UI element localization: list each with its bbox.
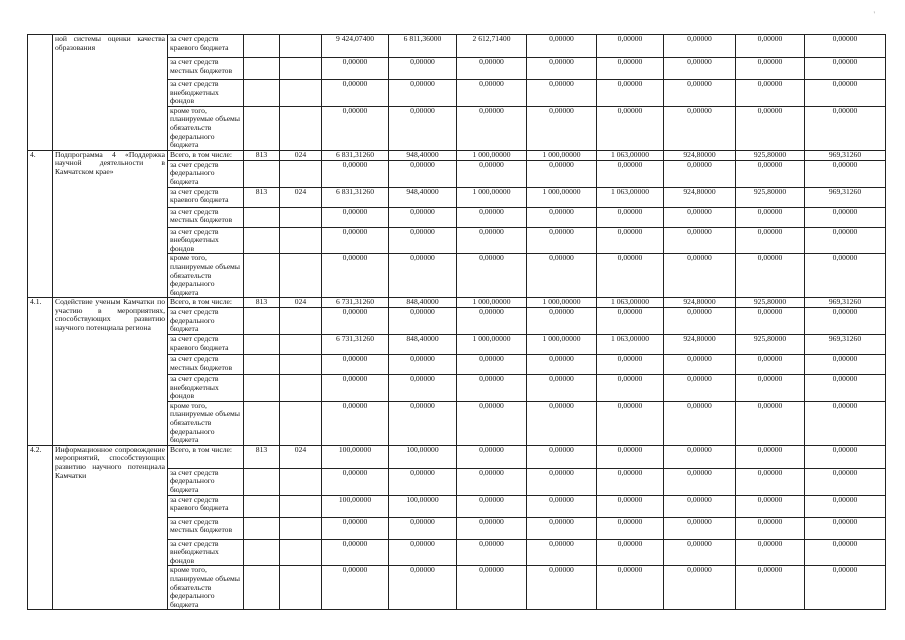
amount-cell: 0,00000 bbox=[736, 517, 805, 539]
table-row bbox=[28, 298, 886, 308]
grbs-code bbox=[244, 80, 280, 107]
amount-cell: 100,00000 bbox=[389, 445, 457, 468]
funding-source: кроме того, планируемые объемы обязательств федерального бюджета bbox=[168, 106, 244, 150]
section-code bbox=[280, 160, 322, 187]
amount-cell: 0,00000 bbox=[805, 160, 886, 187]
amount-cell: 0,00000 bbox=[527, 227, 597, 254]
item-name: Подпрограмма 4 «Поддержка научной деятельности в Камчатском крае» bbox=[53, 150, 168, 298]
amount-cell: 0,00000 bbox=[664, 355, 736, 375]
amount-cell: 0,00000 bbox=[527, 308, 597, 335]
amount-cell: 0,00000 bbox=[736, 566, 805, 610]
item-number: 4.1. bbox=[28, 298, 53, 446]
amount-cell: 9 424,07400 bbox=[322, 35, 389, 58]
amount-cell: 0,00000 bbox=[322, 401, 389, 445]
amount-cell: 0,00000 bbox=[527, 401, 597, 445]
amount-cell: 6 831,31260 bbox=[322, 150, 389, 160]
amount-cell: 1 063,00000 bbox=[597, 187, 664, 207]
amount-cell: 0,00000 bbox=[457, 517, 527, 539]
amount-cell: 0,00000 bbox=[597, 566, 664, 610]
amount-cell: 0,00000 bbox=[805, 401, 886, 445]
funding-source: за счет средств внебюджетных фондов bbox=[168, 80, 244, 107]
amount-cell: 848,40000 bbox=[389, 335, 457, 355]
amount-cell: 0,00000 bbox=[664, 517, 736, 539]
amount-cell: 0,00000 bbox=[736, 445, 805, 468]
amount-cell: 0,00000 bbox=[527, 207, 597, 227]
amount-cell: 0,00000 bbox=[527, 517, 597, 539]
amount-cell: 0,00000 bbox=[664, 106, 736, 150]
amount-cell: 0,00000 bbox=[736, 227, 805, 254]
amount-cell: 0,00000 bbox=[457, 254, 527, 298]
amount-cell: 0,00000 bbox=[322, 80, 389, 107]
funding-source: за счет средств местных бюджетов bbox=[168, 58, 244, 80]
amount-cell: 0,00000 bbox=[389, 254, 457, 298]
funding-source: за счет средств внебюджетных фондов bbox=[168, 539, 244, 566]
table-row bbox=[28, 445, 886, 468]
amount-cell: 0,00000 bbox=[389, 308, 457, 335]
amount-cell: 0,00000 bbox=[805, 539, 886, 566]
table-row bbox=[28, 35, 886, 58]
amount-cell: 0,00000 bbox=[736, 254, 805, 298]
amount-cell: 0,00000 bbox=[389, 58, 457, 80]
section-code: 024 bbox=[280, 150, 322, 160]
amount-cell: 0,00000 bbox=[664, 401, 736, 445]
amount-cell: 0,00000 bbox=[664, 254, 736, 298]
amount-cell: 0,00000 bbox=[597, 401, 664, 445]
amount-cell: 0,00000 bbox=[736, 375, 805, 402]
amount-cell: 0,00000 bbox=[322, 227, 389, 254]
amount-cell: 0,00000 bbox=[457, 468, 527, 495]
amount-cell: 1 000,00000 bbox=[527, 335, 597, 355]
amount-cell: 0,00000 bbox=[805, 308, 886, 335]
section-code bbox=[280, 517, 322, 539]
section-code bbox=[280, 254, 322, 298]
amount-cell: 1 000,00000 bbox=[527, 150, 597, 160]
section-code bbox=[280, 80, 322, 107]
amount-cell: 0,00000 bbox=[457, 308, 527, 335]
amount-cell: 0,00000 bbox=[805, 106, 886, 150]
amount-cell: 0,00000 bbox=[457, 566, 527, 610]
amount-cell: 0,00000 bbox=[322, 254, 389, 298]
amount-cell: 0,00000 bbox=[457, 58, 527, 80]
section-code bbox=[280, 335, 322, 355]
amount-cell: 0,00000 bbox=[527, 495, 597, 517]
amount-cell: 0,00000 bbox=[389, 566, 457, 610]
amount-cell: 0,00000 bbox=[597, 160, 664, 187]
amount-cell: 0,00000 bbox=[322, 160, 389, 187]
amount-cell: 0,00000 bbox=[736, 401, 805, 445]
section-code bbox=[280, 495, 322, 517]
amount-cell: 0,00000 bbox=[527, 106, 597, 150]
amount-cell: 0,00000 bbox=[527, 35, 597, 58]
amount-cell: 0,00000 bbox=[805, 80, 886, 107]
section-code bbox=[280, 566, 322, 610]
grbs-code bbox=[244, 207, 280, 227]
amount-cell: 0,00000 bbox=[664, 227, 736, 254]
funding-source: за счет средств федерального бюджета bbox=[168, 468, 244, 495]
amount-cell: 0,00000 bbox=[322, 207, 389, 227]
amount-cell: 924,80000 bbox=[664, 298, 736, 308]
amount-cell: 0,00000 bbox=[805, 207, 886, 227]
section-code bbox=[280, 375, 322, 402]
funding-source: за счет средств краевого бюджета bbox=[168, 187, 244, 207]
funding-source: Всего, в том числе: bbox=[168, 445, 244, 468]
amount-cell: 0,00000 bbox=[736, 468, 805, 495]
grbs-code bbox=[244, 566, 280, 610]
amount-cell: 924,80000 bbox=[664, 335, 736, 355]
amount-cell: 0,00000 bbox=[805, 375, 886, 402]
amount-cell: 0,00000 bbox=[805, 517, 886, 539]
grbs-code bbox=[244, 254, 280, 298]
amount-cell: 0,00000 bbox=[322, 106, 389, 150]
amount-cell: 0,00000 bbox=[389, 80, 457, 107]
funding-source: кроме того, планируемые объемы обязательств федерального бюджета bbox=[168, 401, 244, 445]
amount-cell: 0,00000 bbox=[527, 539, 597, 566]
funding-source: за счет средств местных бюджетов bbox=[168, 517, 244, 539]
grbs-code bbox=[244, 335, 280, 355]
amount-cell: 0,00000 bbox=[322, 375, 389, 402]
item-name: Информационное сопровождение мероприятий, способствующих развитию научного потенциала Камчатки bbox=[53, 445, 168, 610]
amount-cell: 0,00000 bbox=[597, 106, 664, 150]
item-number: 4.2. bbox=[28, 445, 53, 610]
grbs-code bbox=[244, 227, 280, 254]
grbs-code bbox=[244, 517, 280, 539]
funding-source: за счет средств внебюджетных фондов bbox=[168, 375, 244, 402]
amount-cell: 0,00000 bbox=[736, 58, 805, 80]
funding-source: за счет средств местных бюджетов bbox=[168, 207, 244, 227]
amount-cell: 0,00000 bbox=[597, 227, 664, 254]
amount-cell: 0,00000 bbox=[597, 58, 664, 80]
section-code bbox=[280, 58, 322, 80]
amount-cell: 0,00000 bbox=[457, 445, 527, 468]
amount-cell: 0,00000 bbox=[664, 207, 736, 227]
amount-cell: 0,00000 bbox=[457, 495, 527, 517]
amount-cell: 1 000,00000 bbox=[457, 298, 527, 308]
amount-cell: 1 000,00000 bbox=[527, 298, 597, 308]
amount-cell: 0,00000 bbox=[597, 207, 664, 227]
amount-cell: 0,00000 bbox=[736, 539, 805, 566]
amount-cell: 0,00000 bbox=[597, 355, 664, 375]
amount-cell: 0,00000 bbox=[664, 566, 736, 610]
amount-cell: 0,00000 bbox=[322, 468, 389, 495]
amount-cell: 0,00000 bbox=[597, 539, 664, 566]
amount-cell: 0,00000 bbox=[457, 539, 527, 566]
amount-cell: 0,00000 bbox=[457, 227, 527, 254]
amount-cell: 924,80000 bbox=[664, 150, 736, 160]
amount-cell: 848,40000 bbox=[389, 298, 457, 308]
amount-cell: 2 612,71400 bbox=[457, 35, 527, 58]
amount-cell: 925,80000 bbox=[736, 335, 805, 355]
amount-cell: 0,00000 bbox=[457, 160, 527, 187]
amount-cell: 0,00000 bbox=[664, 160, 736, 187]
funding-source: кроме того, планируемые объемы обязательств федерального бюджета bbox=[168, 254, 244, 298]
amount-cell: 1 000,00000 bbox=[457, 150, 527, 160]
amount-cell: 0,00000 bbox=[389, 375, 457, 402]
amount-cell: 0,00000 bbox=[736, 308, 805, 335]
funding-source: за счет средств федерального бюджета bbox=[168, 160, 244, 187]
grbs-code bbox=[244, 495, 280, 517]
amount-cell: 0,00000 bbox=[389, 539, 457, 566]
amount-cell: 0,00000 bbox=[389, 227, 457, 254]
amount-cell: 0,00000 bbox=[322, 308, 389, 335]
grbs-code bbox=[244, 58, 280, 80]
amount-cell: 0,00000 bbox=[527, 80, 597, 107]
amount-cell: 0,00000 bbox=[597, 468, 664, 495]
amount-cell: 0,00000 bbox=[527, 468, 597, 495]
amount-cell: 0,00000 bbox=[805, 566, 886, 610]
grbs-code bbox=[244, 106, 280, 150]
amount-cell: 0,00000 bbox=[805, 468, 886, 495]
amount-cell: 925,80000 bbox=[736, 150, 805, 160]
amount-cell: 100,00000 bbox=[322, 495, 389, 517]
amount-cell: 0,00000 bbox=[597, 308, 664, 335]
amount-cell: 1 000,00000 bbox=[527, 187, 597, 207]
grbs-code bbox=[244, 355, 280, 375]
amount-cell: 924,80000 bbox=[664, 187, 736, 207]
amount-cell: 0,00000 bbox=[597, 375, 664, 402]
amount-cell: 0,00000 bbox=[527, 58, 597, 80]
section-code bbox=[280, 106, 322, 150]
section-code: 024 bbox=[280, 445, 322, 468]
grbs-code bbox=[244, 401, 280, 445]
amount-cell: 0,00000 bbox=[805, 254, 886, 298]
amount-cell: 0,00000 bbox=[736, 207, 805, 227]
section-code bbox=[280, 308, 322, 335]
amount-cell: 0,00000 bbox=[664, 80, 736, 107]
amount-cell: 969,31260 bbox=[805, 335, 886, 355]
amount-cell: 0,00000 bbox=[457, 401, 527, 445]
amount-cell: 6 731,31260 bbox=[322, 298, 389, 308]
amount-cell: 1 000,00000 bbox=[457, 335, 527, 355]
amount-cell: 0,00000 bbox=[664, 308, 736, 335]
amount-cell: 100,00000 bbox=[322, 445, 389, 468]
section-code bbox=[280, 227, 322, 254]
amount-cell: 0,00000 bbox=[805, 227, 886, 254]
item-name: ной системы оценки качества образования bbox=[53, 35, 168, 151]
amount-cell: 0,00000 bbox=[805, 445, 886, 468]
grbs-code bbox=[244, 160, 280, 187]
amount-cell: 0,00000 bbox=[664, 375, 736, 402]
amount-cell: 6 831,31260 bbox=[322, 187, 389, 207]
amount-cell: 0,00000 bbox=[389, 517, 457, 539]
amount-cell: 0,00000 bbox=[805, 35, 886, 58]
amount-cell: 0,00000 bbox=[389, 355, 457, 375]
amount-cell: 0,00000 bbox=[805, 495, 886, 517]
grbs-code bbox=[244, 308, 280, 335]
funding-source: Всего, в том числе: bbox=[168, 150, 244, 160]
amount-cell: 0,00000 bbox=[389, 207, 457, 227]
item-number: 4. bbox=[28, 150, 53, 298]
section-code: 024 bbox=[280, 187, 322, 207]
funding-source: за счет средств местных бюджетов bbox=[168, 355, 244, 375]
corner-mark: ' bbox=[873, 10, 875, 19]
section-code bbox=[280, 401, 322, 445]
grbs-code bbox=[244, 35, 280, 58]
amount-cell: 0,00000 bbox=[664, 35, 736, 58]
amount-cell: 0,00000 bbox=[664, 539, 736, 566]
amount-cell: 0,00000 bbox=[736, 106, 805, 150]
amount-cell: 969,31260 bbox=[805, 150, 886, 160]
amount-cell: 0,00000 bbox=[322, 58, 389, 80]
amount-cell: 0,00000 bbox=[322, 539, 389, 566]
funding-source: за счет средств краевого бюджета bbox=[168, 35, 244, 58]
amount-cell: 0,00000 bbox=[597, 80, 664, 107]
section-code bbox=[280, 468, 322, 495]
amount-cell: 0,00000 bbox=[597, 495, 664, 517]
amount-cell: 0,00000 bbox=[736, 355, 805, 375]
item-name: Содействие ученым Камчатки по участию в мероприятиях, способствующих развитию научного потенциала региона bbox=[53, 298, 168, 446]
amount-cell: 925,80000 bbox=[736, 187, 805, 207]
funding-source: Всего, в том числе: bbox=[168, 298, 244, 308]
amount-cell: 0,00000 bbox=[597, 35, 664, 58]
amount-cell: 0,00000 bbox=[664, 58, 736, 80]
amount-cell: 0,00000 bbox=[527, 375, 597, 402]
amount-cell: 0,00000 bbox=[664, 468, 736, 495]
amount-cell: 0,00000 bbox=[527, 160, 597, 187]
amount-cell: 1 063,00000 bbox=[597, 298, 664, 308]
section-code: 024 bbox=[280, 298, 322, 308]
amount-cell: 0,00000 bbox=[527, 566, 597, 610]
amount-cell: 0,00000 bbox=[457, 375, 527, 402]
amount-cell: 0,00000 bbox=[736, 35, 805, 58]
amount-cell: 0,00000 bbox=[457, 106, 527, 150]
amount-cell: 0,00000 bbox=[805, 58, 886, 80]
amount-cell: 0,00000 bbox=[805, 355, 886, 375]
amount-cell: 0,00000 bbox=[389, 468, 457, 495]
section-code bbox=[280, 539, 322, 566]
amount-cell: 0,00000 bbox=[457, 80, 527, 107]
amount-cell: 1 063,00000 bbox=[597, 150, 664, 160]
amount-cell: 0,00000 bbox=[527, 254, 597, 298]
funding-source: кроме того, планируемые объемы обязательств федерального бюджета bbox=[168, 566, 244, 610]
amount-cell: 1 000,00000 bbox=[457, 187, 527, 207]
amount-cell: 100,00000 bbox=[389, 495, 457, 517]
section-code bbox=[280, 207, 322, 227]
grbs-code: 813 bbox=[244, 150, 280, 160]
amount-cell: 0,00000 bbox=[597, 445, 664, 468]
amount-cell: 948,40000 bbox=[389, 187, 457, 207]
grbs-code: 813 bbox=[244, 187, 280, 207]
grbs-code bbox=[244, 539, 280, 566]
table-row bbox=[28, 150, 886, 160]
budget-table bbox=[27, 34, 886, 610]
amount-cell: 0,00000 bbox=[597, 254, 664, 298]
amount-cell: 0,00000 bbox=[736, 495, 805, 517]
amount-cell: 0,00000 bbox=[389, 106, 457, 150]
amount-cell: 6 731,31260 bbox=[322, 335, 389, 355]
amount-cell: 0,00000 bbox=[322, 517, 389, 539]
amount-cell: 0,00000 bbox=[597, 517, 664, 539]
section-code bbox=[280, 355, 322, 375]
amount-cell: 969,31260 bbox=[805, 187, 886, 207]
grbs-code: 813 bbox=[244, 298, 280, 308]
amount-cell: 0,00000 bbox=[527, 355, 597, 375]
funding-source: за счет средств краевого бюджета bbox=[168, 335, 244, 355]
amount-cell: 1 063,00000 bbox=[597, 335, 664, 355]
amount-cell: 0,00000 bbox=[736, 80, 805, 107]
amount-cell: 0,00000 bbox=[457, 207, 527, 227]
amount-cell: 969,31260 bbox=[805, 298, 886, 308]
item-number bbox=[28, 35, 53, 151]
amount-cell: 0,00000 bbox=[457, 355, 527, 375]
amount-cell: 0,00000 bbox=[664, 445, 736, 468]
funding-source: за счет средств краевого бюджета bbox=[168, 495, 244, 517]
amount-cell: 925,80000 bbox=[736, 298, 805, 308]
amount-cell: 0,00000 bbox=[664, 495, 736, 517]
amount-cell: 0,00000 bbox=[389, 160, 457, 187]
amount-cell: 0,00000 bbox=[322, 355, 389, 375]
section-code bbox=[280, 35, 322, 58]
funding-source: за счет средств федерального бюджета bbox=[168, 308, 244, 335]
amount-cell: 0,00000 bbox=[322, 566, 389, 610]
amount-cell: 948,40000 bbox=[389, 150, 457, 160]
amount-cell: 0,00000 bbox=[527, 445, 597, 468]
grbs-code bbox=[244, 375, 280, 402]
amount-cell: 6 811,36000 bbox=[389, 35, 457, 58]
amount-cell: 0,00000 bbox=[736, 160, 805, 187]
amount-cell: 0,00000 bbox=[389, 401, 457, 445]
grbs-code: 813 bbox=[244, 445, 280, 468]
grbs-code bbox=[244, 468, 280, 495]
funding-source: за счет средств внебюджетных фондов bbox=[168, 227, 244, 254]
